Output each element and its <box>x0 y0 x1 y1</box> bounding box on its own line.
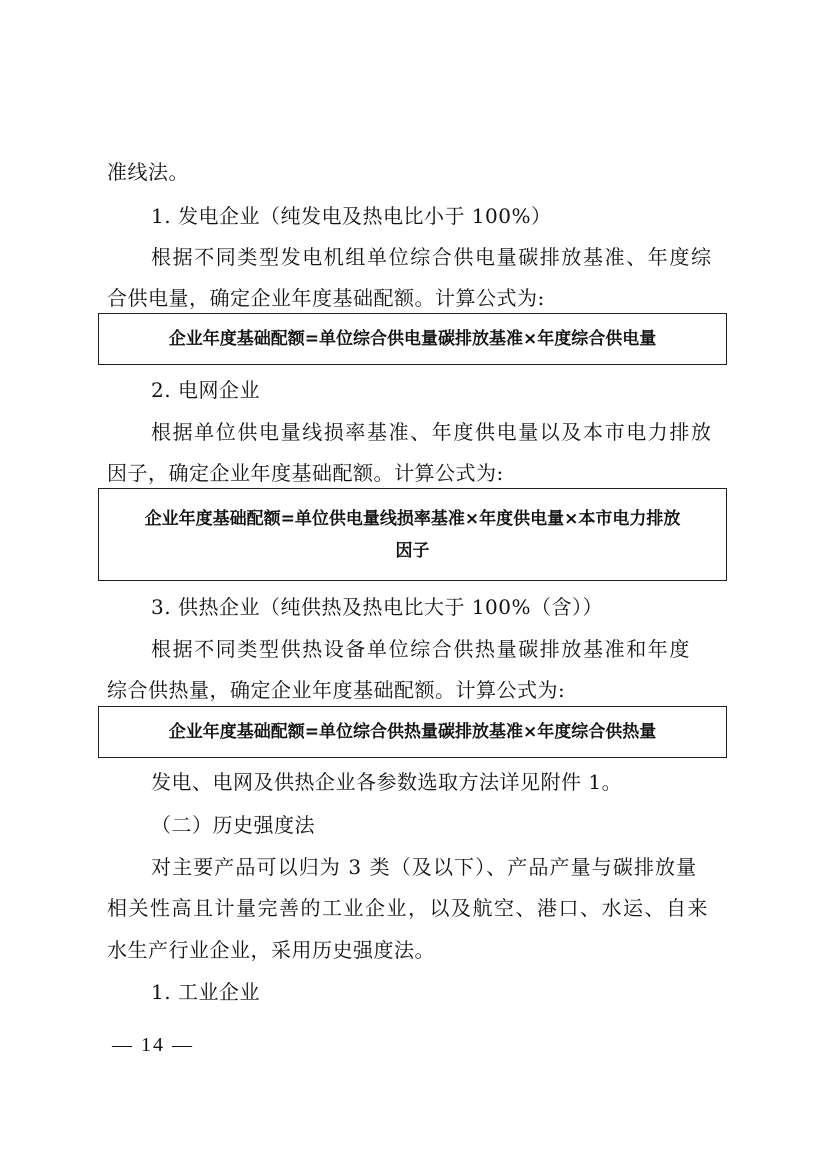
paragraph-line: 发电、电网及供热企业各参数选取方法详见附件 1。 <box>151 770 623 794</box>
section-heading-industrial: 1. 工业企业 <box>151 980 260 1004</box>
formula-text: 因子 <box>395 541 430 561</box>
section-heading-historical-intensity: （二）历史强度法 <box>151 813 315 837</box>
paragraph-line: 水生产行业企业，采用历史强度法。 <box>107 938 435 962</box>
formula-box-power-generation <box>98 313 727 365</box>
section-heading-heat-supply: 3. 供热企业（纯供热及热电比大于 100%（含）） <box>151 595 603 619</box>
paragraph-line: 对主要产品可以归为 3 类（及以下）、产品产量与碳排放量 <box>151 855 698 879</box>
paragraph-line: 因子，确定企业年度基础配额。计算公式为: <box>107 461 504 485</box>
paragraph-line: 相关性高且计量完善的工业企业，以及航空、港口、水运、自来 <box>107 896 709 920</box>
formula-text: 企业年度基础配额=单位综合供热量碳排放基准×年度综合供热量 <box>168 722 657 742</box>
paragraph-line: 根据不同类型发电机组单位综合供电量碳排放基准、年度综 <box>151 245 713 269</box>
formula-text: 企业年度基础配额=单位综合供电量碳排放基准×年度综合供电量 <box>168 329 657 349</box>
formula-box-heat-supply <box>98 706 727 758</box>
formula-box-power-grid <box>98 488 727 581</box>
formula-text: 企业年度基础配额=单位供电量线损率基准×年度供电量×本市电力排放 <box>144 509 681 529</box>
paragraph-line: 根据单位供电量线损率基准、年度供电量以及本市电力排放 <box>151 420 713 444</box>
paragraph-line: 合供电量，确定企业年度基础配额。计算公式为: <box>107 286 545 310</box>
section-heading-power-generation: 1. 发电企业（纯发电及热电比小于 100%） <box>151 204 552 228</box>
section-heading-power-grid: 2. 电网企业 <box>151 378 260 402</box>
paragraph-line: 综合供热量，确定企业年度基础配额。计算公式为: <box>107 678 566 702</box>
paragraph-line: 准线法。 <box>107 160 189 184</box>
paragraph-line: 根据不同类型供热设备单位综合供热量碳排放基准和年度 <box>151 637 691 661</box>
page-number: — 14 — <box>112 1034 194 1056</box>
